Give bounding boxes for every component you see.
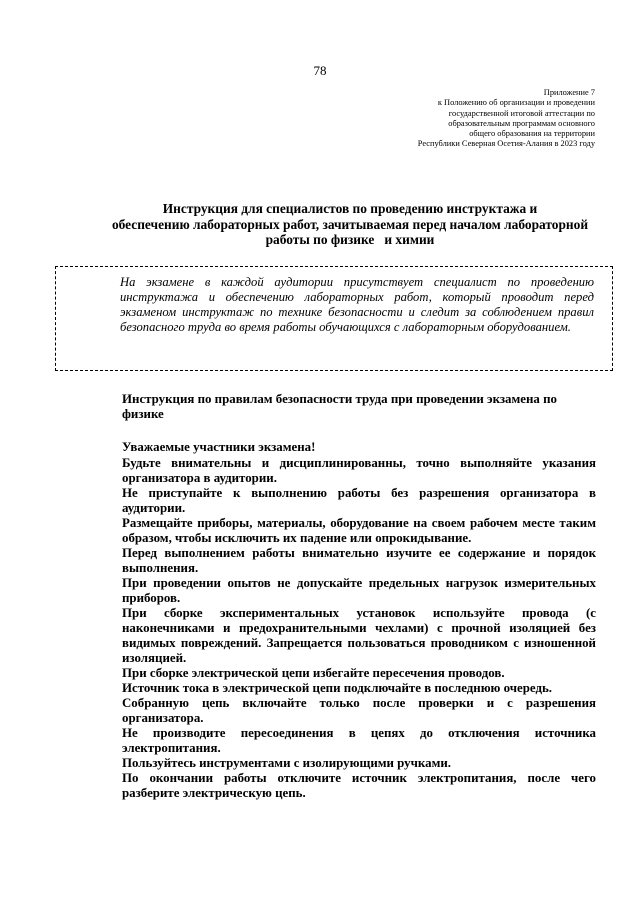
document-title-line: Инструкция для специалистов по проведению инструктажа и [162, 201, 538, 216]
appendix-header [355, 88, 595, 150]
document-title-line: обеспечению лабораторных работ, зачитываемая перед началом лабораторной [111, 216, 589, 232]
rule-paragraph: При сборке экспериментальных установок используйте провода (с наконечниками и предохранительными чехлами) с прочной изоляцией без видимых повреждений. Запрещается пользоваться проводником с изношенной изоляцией. [122, 606, 596, 665]
appendix-line: общего образования на территории [469, 129, 595, 139]
greeting: Уважаемые участники экзамена! [122, 440, 316, 454]
rule-paragraph: При сборке электрической цепи избегайте пересечения проводов. [122, 666, 505, 680]
instruction-title: Инструкция по правилам безопасности труда при проведении экзамена по физике [122, 392, 557, 421]
notice-text: На экзамене в каждой аудитории присутствует специалист по проведению инструктажа и обеспечению лабораторных работ, который проводит перед экзаменом инструктаж по технике безопасности и следит за соблюдением правил безопасного труда во время работы обучающихся с лабораторным оборудованием. [120, 275, 594, 334]
rule-paragraph: Размещайте приборы, материалы, оборудование на своем рабочем месте таким образом, чтобы исключить их падение или опрокидывание. [122, 516, 596, 545]
rules-list [122, 456, 596, 801]
rule-paragraph: Перед выполнением работы внимательно изучите ее содержание и порядок выполнения. [122, 546, 596, 575]
document-title [80, 201, 620, 248]
rule-paragraph: При проведении опытов не допускайте предельных нагрузок измерительных приборов. [122, 576, 596, 605]
appendix-line: Приложение 7 [543, 88, 595, 97]
document-title-line: работы по физике и химии [265, 232, 435, 248]
appendix-line: образовательным программам основного [448, 118, 595, 128]
appendix-line: Республики Северная Осетия-Алания в 2023 году [417, 139, 595, 149]
appendix-line: к Положению об организации и проведении [437, 98, 595, 108]
rule-paragraph: Пользуйтесь инструментами с изолирующими ручками. [122, 756, 452, 770]
rule-paragraph: По окончании работы отключите источник электропитания, после чего разберите электрическую цепь. [122, 771, 596, 800]
rule-paragraph: Собранную цепь включайте только после проверки и с разрешения организатора. [122, 696, 596, 725]
rule-paragraph: Не приступайте к выполнению работы без разрешения организатора в аудитории. [122, 486, 596, 515]
rule-paragraph: Будьте внимательны и дисциплинированны, точно выполняйте указания организатора в аудитории. [122, 456, 596, 485]
rule-paragraph: Не производите пересоединения в цепях до отключения источника электропитания. [122, 726, 596, 755]
page-number: 78 [313, 63, 327, 78]
rule-paragraph: Источник тока в электрической цепи подключайте в последнюю очередь. [122, 681, 553, 695]
appendix-line: государственной итоговой аттестации по [448, 108, 595, 118]
